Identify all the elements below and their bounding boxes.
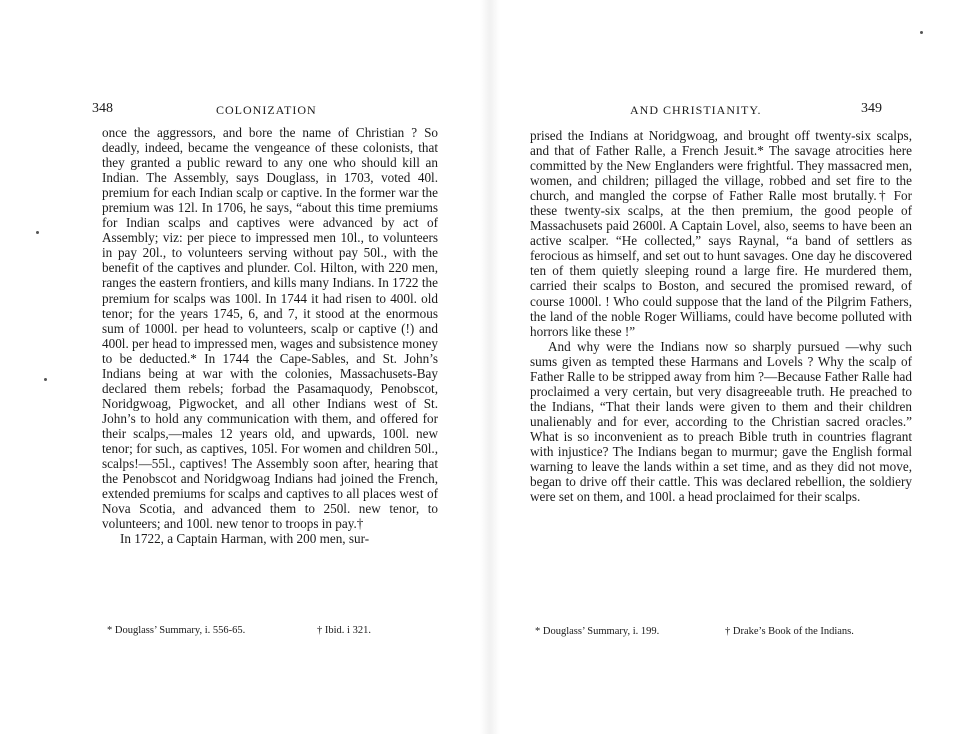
scan-speck: [44, 378, 47, 381]
left-running-head: COLONIZATION: [216, 103, 317, 117]
paragraph: once the aggressors, and bore the name of Christian ? So deadly, indeed, became the vengeance of these colonists, that they granted a public reward to any one who should kill an Indian. The Assembly, says Douglass, in 1703, voted 40l. premium for each Indian scalp or captive. In the former war the premium was 12l. In 1706, he says, “about this time premiums for Indian scalps and captives were advanced by act of Assembly; viz: per piece to impressed men 10l., to volunteers in pay 20l., to volunteers serving without pay 50l., with the benefit of the captives and plunder. Col. Hilton, with 220 men, ranges the eastern frontiers, and kills many Indians. In 1722 the premium for scalps was 100l. In 1744 it had risen to 400l. old tenor; for the years 1745, 6, and 7, it stood at the enormous sum of 1000l. per head to volunteers, scalp or captive (!) and 400l. per head to impressed men, wages and subsistence money to be deducted.* In 1744 the Cape-Sables, and St. John’s Indians being at war with the colonies, Massachusets-Bay declared them rebels; forbad the Pasamaquody, Penobscot, Noridgwoag, Pigwocket, and all other Indians west of St. John’s to hold any communication with them, and offered for their scalps,—males 12 years old, and upwards, 100l. new tenor; for such, as captives, 105l. For women and children 50l., scalps!—55l., captives! The Assembly soon after, hearing that the Penobscot and Noridgwoag Indians had joined the French, extended premiums for scalps and captives to all places west of Nova Scotia, and advanced them to 250l. new tenor, to volunteers; and 100l. new tenor to troops in pay.†: [102, 125, 438, 532]
footnote: † Ibid. i 321.: [317, 625, 371, 636]
footnote: * Douglass’ Summary, i. 199.: [535, 626, 660, 637]
paragraph: In 1722, a Captain Harman, with 200 men, sur-: [120, 531, 370, 547]
right-footnotes: [535, 626, 915, 638]
left-page-number: 348: [92, 101, 113, 116]
right-body-text: [530, 128, 912, 504]
scan-speck: [920, 31, 923, 34]
paragraph: And why were the Indians now so sharply pursued —why such sums given as tempted these Harmans and Lovels ? Why the scalp of Father Ralle to be stripped away from him ?—Because Father Ralle had proclaimed a very certain, but very disagreeable truth. He preached to the Indians, “That their lands were given to them and their children unalienably and for ever, according to the Christian sacred oracles.” What is so inconvenient as to preach Bible truth in countries flagrant with injustice? The Indians began to murmur; gave the English formal warning to leave the lands within a set time, and as they did not move, began to drive off their cattle. This was declared rebellion, the soldiery were set on them, and 100l. a head proclaimed for their scalps.: [530, 338, 912, 505]
right-running-head: AND CHRISTIANITY.: [630, 103, 762, 117]
right-page: [490, 0, 980, 734]
paragraph: prised the Indians at Noridgwoag, and brought off twenty-six scalps, and that of Father Ralle, a French Jesuit.* The savage atrocities here committed by the New Englanders were frightful. They massacred men, women, and children; pillaged the village, robbed and set fire to the church, and mangled the corpse of Father Ralle most brutally.† For these twenty-six scalps, at the then premium, the good people of Massachusets paid 2600l. A Captain Lovel, also, seems to have been an active scalper. “He collected,” says Raynal, “a band of settlers as ferocious as himself, and set out to hunt savages. One day he discovered ten of them quietly sleeping round a large fire. He murdered them, carried their scalps to Boston, and secured the promised reward, of course 1000l. ! Who could suppose that the land of the Pilgrim Fathers, the land of the noble Roger Williams, could have become polluted with horrors like these !”: [530, 128, 912, 339]
left-body-text: [102, 125, 438, 546]
left-footnotes: [107, 625, 437, 637]
right-page-number: 349: [861, 101, 882, 116]
footnote: * Douglass’ Summary, i. 556-65.: [107, 625, 246, 636]
footnote: † Drake’s Book of the Indians.: [725, 626, 854, 637]
scan-speck: [36, 231, 39, 234]
